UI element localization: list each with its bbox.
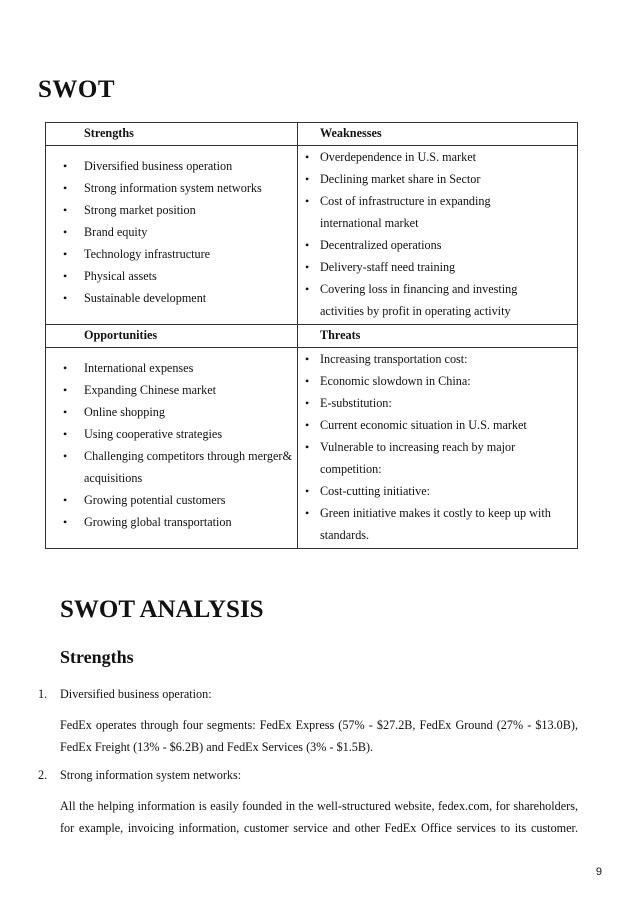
weaknesses-list [298,146,577,322]
opportunity-item: • Growing global transportation [46,511,297,533]
weakness-item-line: activities by profit in operating activity [320,304,511,318]
weaknesses-header: Weaknesses [298,123,578,146]
weakness-item-line: • Covering loss in financing and investing [320,282,518,296]
threat-item: • Current economic situation in U.S. market [298,414,577,436]
weaknesses-cell [298,146,578,325]
swot-analysis-heading: SWOT ANALYSIS [60,596,264,623]
strengths-header: Strengths [46,123,298,146]
opportunity-item-line: & acquisitions [84,449,292,485]
strength-item: • Technology infrastructure [46,243,297,265]
swot-header-row-bottom [46,325,578,348]
strengths-body [38,683,578,839]
numbered-item [38,764,578,786]
weakness-item: • Overdependence in U.S. market [298,146,577,168]
opportunity-item: • Growing potential customers [46,489,297,511]
paragraph-line: All the helping information is easily founded in the well-structured website, fedex.com, for shareholders, [60,799,578,813]
opportunity-item: • Expanding Chinese market [46,379,297,401]
opportunity-item [46,445,297,489]
opportunities-cell [46,348,298,549]
strength-item: • Strong information system networks [46,177,297,199]
paragraph-line: for example, invoicing information, customer service and other FedEx Office services to its customer. [60,821,578,835]
strength-item: • Physical assets [46,265,297,287]
swot-row-bottom [46,348,578,549]
threats-header: Threats [298,325,578,348]
item-paragraph [38,714,578,758]
item-paragraph [38,795,578,839]
swot-header-row-top [46,123,578,146]
threat-item-line: • Vulnerable to increasing reach by major [320,440,516,454]
weakness-item: • Delivery-staff need training [298,256,577,278]
threat-item: • Economic slowdown in China: [298,370,577,392]
threat-item-line: standards. [320,528,370,542]
item-number: 2. [38,768,48,782]
threat-item [298,436,577,480]
paragraph-line: FedEx Freight (13% - $6.2B) and FedEx Services (3% - $1.5B). [60,740,374,754]
threats-cell [298,348,578,549]
swot-heading: SWOT [38,76,116,103]
threat-item: • Increasing transportation cost: [298,348,577,370]
opportunity-item: • Online shopping [46,401,297,423]
swot-table [45,122,578,549]
strength-item: • Brand equity [46,221,297,243]
opportunity-item: • Using cooperative strategies [46,423,297,445]
strengths-heading: Strengths [60,647,134,667]
weakness-item [298,278,577,322]
opportunity-item: • International expenses [46,357,297,379]
opportunities-header: Opportunities [46,325,298,348]
swot-row-top [46,146,578,325]
strengths-cell [46,146,298,325]
numbered-item [38,683,578,705]
threat-item: • E-substitution: [298,392,577,414]
threat-item-line: competition: [320,462,382,476]
opportunities-list [46,357,297,533]
strength-item: • Diversified business operation [46,155,297,177]
weakness-item-line: • Cost of infrastructure in expanding [320,194,491,208]
threat-item-line: • Green initiative makes it costly to keep up with [320,506,551,520]
strengths-list [46,155,297,309]
paragraph-line: FedEx operates through four segments: FedEx Express (57% - $27.2B, FedEx Ground (27% - $13.0B), [60,718,578,732]
threat-item: • Cost-cutting initiative: [298,480,577,502]
weakness-item: • Decentralized operations [298,234,577,256]
strength-item: • Strong market position [46,199,297,221]
threat-item [298,502,577,546]
opportunity-item-line: Challenging competitors through merger [84,449,283,463]
threats-list [298,348,577,546]
weakness-item: • Declining market share in Sector [298,168,577,190]
weakness-item-line: international market [320,216,419,230]
weakness-item [298,190,577,234]
item-number: 1. [38,687,48,701]
strength-item: • Sustainable development [46,287,297,309]
item-title: Strong information system networks: [60,768,242,782]
page-number: 9 [595,866,602,878]
item-title: Diversified business operation: [60,687,212,701]
